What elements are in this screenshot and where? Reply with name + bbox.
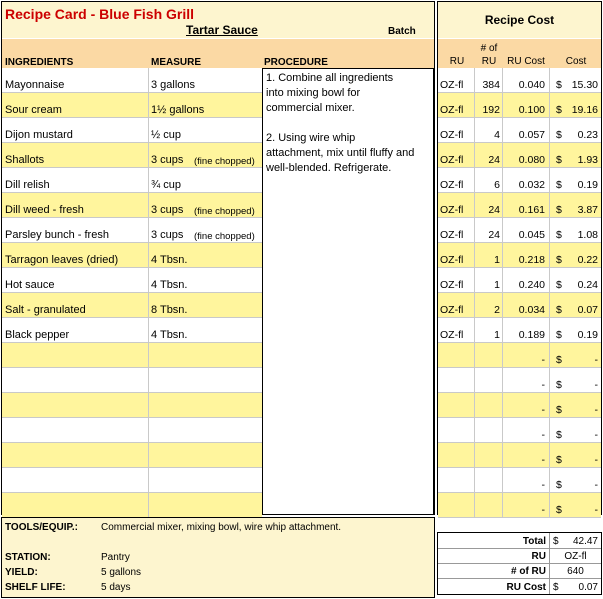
cost-value: 1.08 <box>577 229 598 241</box>
summary-divider <box>549 533 550 594</box>
header-measure: MEASURE <box>151 57 202 68</box>
header-ru-cost: RU Cost <box>507 56 545 67</box>
cost-value: 0.23 <box>577 129 598 141</box>
column-divider <box>474 218 475 243</box>
cost-ru-cost: - <box>541 404 545 416</box>
column-divider <box>148 68 149 93</box>
cost-dollar: $ <box>556 304 562 316</box>
cost-ru-cost: - <box>541 479 545 491</box>
ingredient-row <box>2 368 262 393</box>
cost-ru: OZ-fl <box>440 129 464 141</box>
column-divider <box>502 168 503 193</box>
cost-ru-cost: - <box>541 454 545 466</box>
column-divider <box>148 393 149 418</box>
cost-value: - <box>594 404 598 416</box>
column-divider <box>549 318 550 343</box>
column-divider <box>474 443 475 468</box>
header-ru: RU <box>449 56 465 67</box>
cost-ru-cost: 0.080 <box>518 154 545 166</box>
column-divider <box>474 493 475 518</box>
column-divider <box>502 418 503 443</box>
yield-label: YIELD: <box>5 567 38 578</box>
column-divider <box>502 318 503 343</box>
cost-ru-cost: 0.189 <box>518 329 545 341</box>
ingredient-measure: 3 cups <box>151 204 184 216</box>
cost-dollar: $ <box>556 154 562 166</box>
cost-value: - <box>594 379 598 391</box>
cost-value: 19.16 <box>571 104 598 116</box>
station-label: STATION: <box>5 552 51 563</box>
column-divider <box>549 418 550 443</box>
column-divider <box>148 493 149 518</box>
column-divider <box>148 418 149 443</box>
column-divider <box>474 243 475 268</box>
recipe-card-title: Recipe Card - Blue Fish Grill <box>5 6 195 22</box>
cost-ru-cost: 0.032 <box>518 179 545 191</box>
cost-value: 15.30 <box>571 79 598 91</box>
cost-ru-cost: 0.057 <box>518 129 545 141</box>
column-divider <box>474 268 475 293</box>
column-divider <box>549 343 550 368</box>
column-divider <box>549 268 550 293</box>
column-divider <box>549 443 550 468</box>
ingredient-measure: 3 gallons <box>151 79 196 91</box>
column-divider <box>474 118 475 143</box>
column-divider <box>502 368 503 393</box>
column-divider <box>549 468 550 493</box>
column-divider <box>474 318 475 343</box>
shelf-life-label: SHELF LIFE: <box>5 582 66 593</box>
column-divider <box>549 193 550 218</box>
column-divider <box>148 193 149 218</box>
ingredient-name: Dill weed - fresh <box>5 204 84 216</box>
cost-ru-cost: - <box>541 504 545 516</box>
ingredient-row <box>2 418 262 443</box>
cost-dollar: $ <box>556 129 562 141</box>
column-divider <box>148 468 149 493</box>
cost-qty: 192 <box>482 104 500 116</box>
column-divider <box>502 193 503 218</box>
cost-ru-cost: 0.161 <box>518 204 545 216</box>
column-divider <box>148 343 149 368</box>
ingredient-measure: 4 Tbsn. <box>151 254 188 266</box>
cost-dollar: $ <box>556 379 562 391</box>
column-divider <box>474 68 475 93</box>
ingredient-name: Tarragon leaves (dried) <box>5 254 119 266</box>
cost-ru: OZ-fl <box>440 329 464 341</box>
column-divider <box>549 68 550 93</box>
cost-ru: OZ-fl <box>440 179 464 191</box>
cost-dollar: $ <box>556 454 562 466</box>
cost-qty: 1 <box>494 329 500 341</box>
ingredient-name: Shallots <box>5 154 45 166</box>
ingredient-row <box>2 393 262 418</box>
tools-value: Commercial mixer, mixing bowl, wire whip attachment. <box>101 522 342 533</box>
cost-qty: 24 <box>488 229 500 241</box>
cost-value: 1.93 <box>577 154 598 166</box>
ingredient-name: Salt - granulated <box>5 304 86 316</box>
cost-value: - <box>594 454 598 466</box>
tools-label: TOOLS/EQUIP.: <box>5 522 78 533</box>
column-divider <box>148 168 149 193</box>
cost-dollar: $ <box>556 229 562 241</box>
ingredient-name: Sour cream <box>5 104 62 116</box>
column-divider <box>474 143 475 168</box>
column-divider <box>148 143 149 168</box>
column-divider <box>474 168 475 193</box>
ingredient-measure: 8 Tbsn. <box>151 304 188 316</box>
ingredient-measure: ¾ cup <box>151 179 181 191</box>
column-divider <box>474 343 475 368</box>
column-divider <box>502 143 503 168</box>
cost-ru-cost: 0.045 <box>518 229 545 241</box>
cost-ru-cost: 0.040 <box>518 79 545 91</box>
ingredient-measure: 3 cups <box>151 229 184 241</box>
cost-ru: OZ-fl <box>440 229 464 241</box>
cost-value: 0.22 <box>577 254 598 266</box>
cost-dollar: $ <box>556 429 562 441</box>
cost-dollar: $ <box>556 479 562 491</box>
column-divider <box>502 93 503 118</box>
cost-qty: 4 <box>494 129 500 141</box>
recipe-cost-title: Recipe Cost <box>484 13 555 27</box>
cost-qty: 1 <box>494 254 500 266</box>
station-value: Pantry <box>101 552 130 563</box>
ingredient-row <box>2 443 262 468</box>
cost-value: - <box>594 429 598 441</box>
cost-dollar: $ <box>556 254 562 266</box>
cost-ru: OZ-fl <box>440 154 464 166</box>
procedure-line: 1. Combine all ingredients <box>266 72 394 84</box>
ingredient-measure: 3 cups <box>151 154 184 166</box>
ingredient-measure: ½ cup <box>151 129 181 141</box>
ingredient-row <box>2 468 262 493</box>
summary-total-value: 42.47 <box>572 536 598 547</box>
summary-divider <box>438 548 601 549</box>
cost-dollar: $ <box>556 104 562 116</box>
summary-total-label: Total <box>522 536 546 547</box>
ingredient-name: Parsley bunch - fresh <box>5 229 109 241</box>
column-divider <box>502 443 503 468</box>
cost-ru: OZ-fl <box>440 204 464 216</box>
column-divider <box>549 293 550 318</box>
cost-value: 0.19 <box>577 329 598 341</box>
summary-total-dollar: $ <box>553 536 559 547</box>
procedure-text <box>266 71 414 176</box>
ingredient-row <box>2 343 262 368</box>
cost-ru: OZ-fl <box>440 304 464 316</box>
column-divider <box>502 293 503 318</box>
ingredient-row <box>2 493 262 518</box>
cost-dollar: $ <box>556 329 562 341</box>
summary-ru-cost-value: 0.07 <box>578 582 598 593</box>
column-divider <box>502 393 503 418</box>
cost-value: 3.87 <box>577 204 598 216</box>
ingredient-name: Hot sauce <box>5 279 55 291</box>
column-divider <box>474 193 475 218</box>
batch-label: Batch <box>388 26 416 37</box>
column-divider <box>502 468 503 493</box>
cost-dollar: $ <box>556 179 562 191</box>
cost-dollar: $ <box>556 504 562 516</box>
summary-num-ru-label: # of RU <box>511 566 546 577</box>
column-divider <box>148 118 149 143</box>
cost-qty: 6 <box>494 179 500 191</box>
header-cost: Cost <box>565 56 587 67</box>
column-divider <box>474 418 475 443</box>
cost-qty: 1 <box>494 279 500 291</box>
cost-ru-cost: - <box>541 429 545 441</box>
ingredient-name: Dill relish <box>5 179 50 191</box>
column-divider <box>549 493 550 518</box>
column-divider <box>502 218 503 243</box>
procedure-line <box>266 116 414 131</box>
column-divider <box>549 393 550 418</box>
column-divider <box>148 318 149 343</box>
shelf-life-value: 5 days <box>101 582 131 593</box>
summary-ru-value: OZ-fl <box>564 551 587 562</box>
column-divider <box>474 93 475 118</box>
cost-ru-cost: 0.034 <box>518 304 545 316</box>
column-divider <box>502 118 503 143</box>
ingredient-name: Dijon mustard <box>5 129 73 141</box>
procedure-line: well-blended. Refrigerate. <box>266 162 392 174</box>
ingredient-name: Mayonnaise <box>5 79 65 91</box>
column-divider <box>549 143 550 168</box>
ingredient-measure: 4 Tbsn. <box>151 329 188 341</box>
header-num-ru-1: # of <box>480 43 498 54</box>
column-divider <box>549 168 550 193</box>
column-divider <box>148 443 149 468</box>
header-procedure: PROCEDURE <box>264 57 328 68</box>
cost-qty: 2 <box>494 304 500 316</box>
column-divider <box>148 243 149 268</box>
cost-qty: 384 <box>482 79 500 91</box>
cost-qty: 24 <box>488 154 500 166</box>
header-num-ru-2: RU <box>481 56 497 67</box>
recipe-name: Tartar Sauce <box>186 23 258 37</box>
cost-value: - <box>594 504 598 516</box>
column-divider <box>549 368 550 393</box>
cost-dollar: $ <box>556 204 562 216</box>
column-divider <box>549 118 550 143</box>
summary-ru-cost-dollar: $ <box>553 582 559 593</box>
cost-ru-cost: - <box>541 379 545 391</box>
cost-value: - <box>594 479 598 491</box>
cost-dollar: $ <box>556 404 562 416</box>
column-divider <box>549 243 550 268</box>
cost-ru: OZ-fl <box>440 279 464 291</box>
column-divider <box>148 368 149 393</box>
ingredient-measure-note: (fine chopped) <box>194 156 255 167</box>
summary-divider <box>438 563 601 564</box>
cost-ru-cost: 0.240 <box>518 279 545 291</box>
cost-value: - <box>594 354 598 366</box>
cost-ru: OZ-fl <box>440 79 464 91</box>
ingredient-name: Black pepper <box>5 329 70 341</box>
ingredient-measure: 1½ gallons <box>151 104 205 116</box>
header-ingredients: INGREDIENTS <box>5 57 74 68</box>
summary-divider <box>438 578 601 579</box>
summary-num-ru-value: 640 <box>567 566 584 577</box>
column-divider <box>474 393 475 418</box>
ingredient-measure: 4 Tbsn. <box>151 279 188 291</box>
procedure-box <box>262 68 434 515</box>
column-divider <box>502 493 503 518</box>
column-divider <box>474 368 475 393</box>
column-divider <box>549 218 550 243</box>
cost-qty: 24 <box>488 204 500 216</box>
ingredient-measure-note: (fine chopped) <box>194 231 255 242</box>
column-divider <box>148 268 149 293</box>
column-divider <box>148 218 149 243</box>
column-divider <box>474 293 475 318</box>
column-divider <box>549 93 550 118</box>
cost-value: 0.19 <box>577 179 598 191</box>
column-divider <box>474 468 475 493</box>
column-divider <box>502 68 503 93</box>
procedure-line: attachment, mix until fluffy and <box>266 147 415 159</box>
cost-ru-cost: 0.218 <box>518 254 545 266</box>
cost-value: 0.24 <box>577 279 598 291</box>
summary-ru-cost-label: RU Cost <box>506 582 546 593</box>
cost-ru: OZ-fl <box>440 254 464 266</box>
cost-dollar: $ <box>556 79 562 91</box>
cost-dollar: $ <box>556 354 562 366</box>
column-divider <box>502 268 503 293</box>
procedure-line: 2. Using wire whip <box>266 132 356 144</box>
cost-value: 0.07 <box>577 304 598 316</box>
column-divider <box>502 243 503 268</box>
summary-ru-label: RU <box>531 551 546 562</box>
cost-ru-cost: - <box>541 354 545 366</box>
column-divider <box>502 343 503 368</box>
cost-ru: OZ-fl <box>440 104 464 116</box>
column-divider <box>148 93 149 118</box>
yield-value: 5 gallons <box>101 567 142 578</box>
column-divider <box>148 293 149 318</box>
procedure-line: into mixing bowl for <box>266 87 361 99</box>
cost-dollar: $ <box>556 279 562 291</box>
procedure-line: commercial mixer. <box>266 102 355 114</box>
cost-ru-cost: 0.100 <box>518 104 545 116</box>
ingredient-measure-note: (fine chopped) <box>194 206 255 217</box>
